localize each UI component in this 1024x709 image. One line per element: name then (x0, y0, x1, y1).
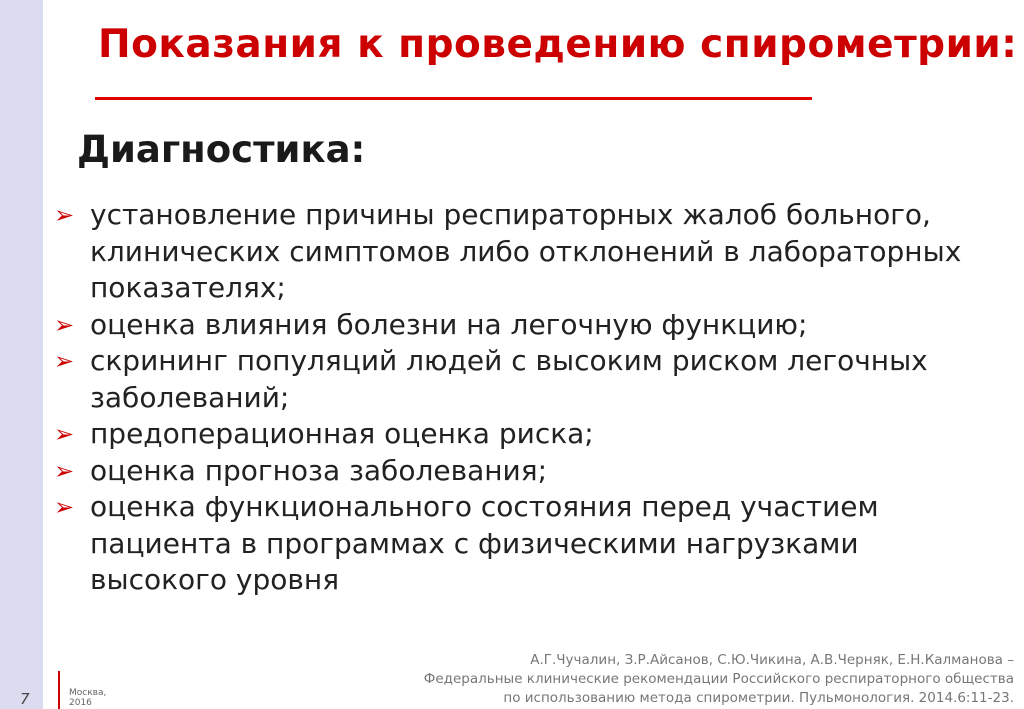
bullet-text (90, 489, 1014, 599)
bullet-text (90, 343, 1014, 416)
bullet-text (90, 453, 1014, 490)
side-stripe (0, 0, 43, 709)
bullet-list (54, 197, 1014, 599)
citation-line: Федеральные клинические рекомендации Российского респираторного общества (423, 671, 1014, 687)
bullet-line: высокого уровня (90, 563, 340, 596)
bullet-line: предоперационная оценка риска; (90, 417, 594, 450)
bullet-item (54, 343, 1014, 416)
citation (424, 651, 1014, 708)
bullet-line: пациента в программах с физическими нагрузками (90, 526, 859, 560)
citation-line: А.Г.Чучалин, З.Р.Айсанов, С.Ю.Чикина, А.В.Черняк, Е.Н.Калманова – (530, 652, 1014, 668)
bullet-line: установление причины респираторных жалоб больного, (90, 198, 931, 231)
bullet-text (90, 307, 1014, 344)
arrow-bullet-icon: ➢ (54, 420, 75, 448)
bullet-line: заболеваний; (90, 380, 290, 414)
bullet-item (54, 489, 1014, 599)
year: 2016 (69, 698, 92, 708)
page-number: 7 (20, 690, 30, 708)
bullet-text (90, 416, 1014, 453)
city-year (69, 688, 106, 708)
arrow-bullet-icon: ➢ (54, 201, 75, 229)
bullet-line: оценка прогноза заболевания; (90, 453, 548, 487)
bullet-line: оценка влияния болезни на легочную функцию; (90, 307, 808, 341)
bullet-item (54, 453, 1014, 490)
bullet-line: показателях; (90, 271, 286, 304)
citation-line: по использованию метода спирометрии. Пульмонология. 2014.6:11-23. (503, 690, 1014, 706)
bullet-line: оценка функционального состояния перед участием (90, 490, 879, 523)
section-heading: Диагностика: (77, 128, 366, 171)
city: Москва, (69, 688, 107, 698)
arrow-bullet-icon: ➢ (54, 456, 75, 485)
slide-title: Показания к проведению спирометрии: (98, 22, 1018, 67)
arrow-bullet-icon: ➢ (54, 493, 75, 521)
bullet-item (54, 416, 1014, 453)
bullet-line: клинических симптомов либо отклонений в лабораторных (90, 234, 962, 268)
title-underline (95, 97, 812, 100)
bullet-item (54, 197, 1014, 307)
arrow-bullet-icon: ➢ (54, 310, 75, 339)
footer-divider (58, 671, 60, 709)
bullet-line: скрининг популяций людей с высоким риском легочных (90, 344, 928, 377)
bullet-item (54, 307, 1014, 344)
bullet-text (90, 197, 1014, 307)
arrow-bullet-icon: ➢ (54, 347, 75, 375)
